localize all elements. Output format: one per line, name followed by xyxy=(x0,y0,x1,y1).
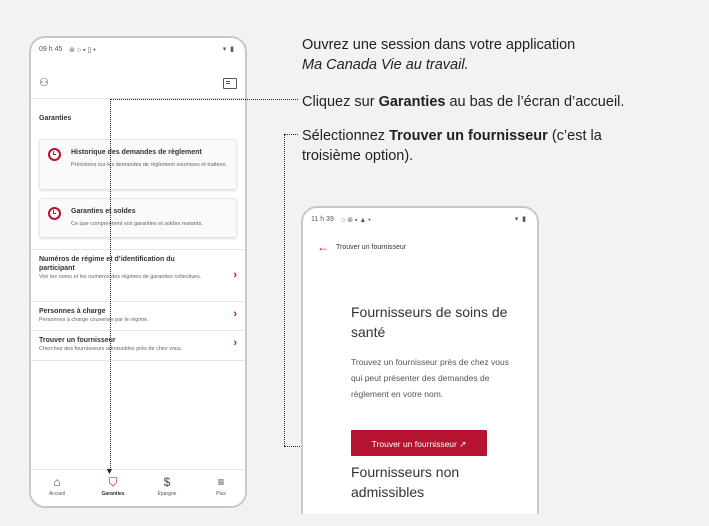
pie-chart-icon xyxy=(48,207,61,220)
profile-icon[interactable]: ⚇ xyxy=(39,77,49,89)
list-item-dependants[interactable] xyxy=(39,307,239,324)
shield-icon: ⛉ xyxy=(108,475,118,489)
list-item-description: Cherchez des fournisseurs admissibles près de chez vous. xyxy=(39,346,183,352)
section-title: Garanties xyxy=(39,115,72,122)
app-header xyxy=(39,76,237,90)
nav-label: Épargne xyxy=(157,491,177,497)
arrow-down-icon: ▼ xyxy=(105,466,114,476)
list-item-title: Personnes à charge xyxy=(39,308,106,315)
nav-item-plus[interactable] xyxy=(201,475,241,497)
connector-line xyxy=(284,134,298,135)
chevron-right-icon: › xyxy=(233,269,237,281)
nav-item-accueil[interactable] xyxy=(37,475,77,497)
chevron-right-icon: › xyxy=(233,337,237,349)
instruction-text: troisième option). xyxy=(302,148,414,164)
instruction-text: au bas de l’écran d’accueil. xyxy=(445,94,625,110)
nav-label: Accueil xyxy=(48,491,66,497)
instruction-emphasis: Garanties xyxy=(378,94,446,110)
list-item-description: Voir les noms et les numéros des régimes de garanties collectives. xyxy=(39,274,202,280)
tile-title: Garanties et soldes xyxy=(71,208,136,215)
instruction-text: Ouvrez une session dans votre application xyxy=(302,37,576,53)
divider xyxy=(31,301,245,302)
dollar-icon: $ xyxy=(163,475,171,489)
list-item-title: Numéros de régime et d’identification du participant xyxy=(39,256,175,272)
home-icon: ⌂ xyxy=(53,475,61,489)
nav-item-epargne[interactable] xyxy=(147,475,187,497)
nav-label: Plus xyxy=(216,491,226,497)
section-heading: Fournisseurs de soins de santé xyxy=(351,304,508,340)
list-item-find-provider[interactable] xyxy=(39,336,239,353)
connector-line xyxy=(284,134,285,446)
back-arrow-icon[interactable]: ← xyxy=(317,240,329,254)
tile-title: Historique des demandes de règlement xyxy=(71,149,202,156)
divider xyxy=(31,360,245,361)
chevron-right-icon: › xyxy=(233,308,237,320)
app-name: Ma Canada Vie au travail. xyxy=(302,57,469,73)
instruction-text: Sélectionnez xyxy=(302,128,390,144)
instruction-step-1 xyxy=(302,35,575,75)
divider xyxy=(31,330,245,331)
nav-label: Garanties xyxy=(101,491,125,497)
status-time: 11 h 39 xyxy=(311,216,334,223)
status-icons-right: ▾ ▮ xyxy=(514,216,527,223)
status-icons-left: ⊚ ○ ▪ ▯ • xyxy=(69,47,96,54)
phone-screen-garanties xyxy=(29,36,247,508)
status-icons-left: ○ ⊚ ▪ ▲ • xyxy=(341,217,371,224)
instruction-emphasis: Trouver un fournisseur xyxy=(389,128,548,144)
connector-line xyxy=(110,99,111,470)
connector-line xyxy=(110,99,298,100)
list-item-description: Personnes à charge couvertes par le régime. xyxy=(39,317,149,323)
instruction-step-2 xyxy=(302,92,624,112)
list-item-title: Trouver un fournisseur xyxy=(39,337,116,344)
page-title: Trouver un fournisseur xyxy=(336,244,407,251)
tile-claims-history[interactable] xyxy=(39,139,237,190)
list-item-plan-numbers[interactable] xyxy=(39,255,239,281)
tile-description: Précisions sur les demandes de règlement soumises et traitées. xyxy=(71,162,227,168)
section-body: Trouvez un fournisseur près de chez vous qui peut présenter des demandes de règlement en votre nom. xyxy=(351,357,509,399)
status-time: 09 h 45 xyxy=(39,46,63,53)
status-icons-right: ▾ ▮ xyxy=(222,46,235,53)
id-card-icon[interactable] xyxy=(223,78,237,89)
section-heading-2: Fournisseurs non admissibles xyxy=(351,464,460,500)
phone-screen-find-provider xyxy=(301,206,539,514)
instruction-step-3 xyxy=(302,126,602,166)
status-bar xyxy=(303,208,537,230)
divider xyxy=(31,249,245,250)
clock-icon xyxy=(48,148,61,161)
nav-item-garanties[interactable] xyxy=(93,475,133,497)
status-bar xyxy=(31,38,245,60)
tile-description: Ce que comprennent vos garanties et soldes restants. xyxy=(71,221,203,227)
tile-benefits-balances[interactable] xyxy=(39,198,237,238)
find-provider-button[interactable]: Trouver un fournisseur ↗ xyxy=(351,430,487,456)
instruction-text: Cliquez sur xyxy=(302,94,379,110)
menu-icon: ≡ xyxy=(217,475,225,489)
instruction-text: (c’est la xyxy=(547,128,602,144)
bottom-nav xyxy=(31,469,245,506)
